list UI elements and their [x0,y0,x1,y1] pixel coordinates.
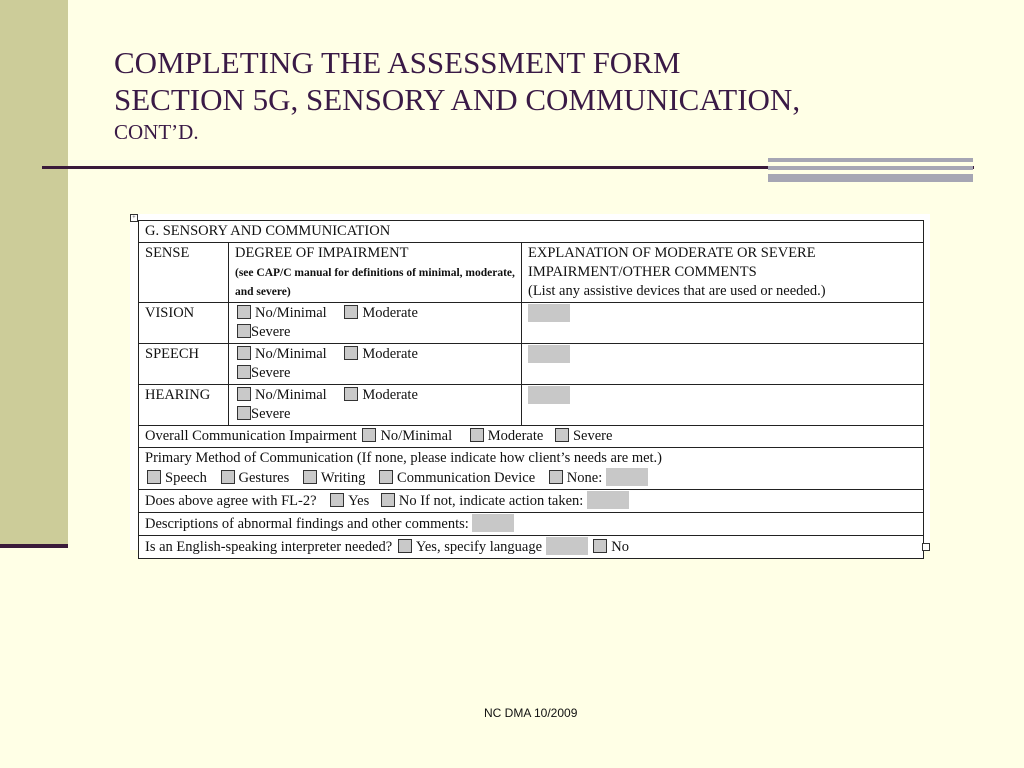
explanation-cell [522,344,924,385]
descriptions-cell [139,513,924,536]
header-row [139,243,924,303]
option-label: Severe [251,365,291,381]
overall-impairment-cell [139,426,924,448]
none-explanation-field[interactable] [606,468,648,486]
severe-checkbox[interactable] [237,324,251,338]
section-title-row [139,221,924,243]
yes-label: Yes [348,493,370,509]
explanation-field[interactable] [528,304,570,322]
title-accent-bars [768,158,973,180]
header-explanation-line-2: IMPAIRMENT/OTHER COMMENTS [528,264,757,280]
overall-impairment-label: Overall Communication Impairment [145,428,357,444]
severe-checkbox[interactable] [237,365,251,379]
option-label: Severe [251,406,291,422]
descriptions-row [139,513,924,536]
interpreter-cell [139,536,924,559]
fl2-yes-checkbox[interactable] [330,493,344,507]
method-label: Speech [165,470,207,486]
option-label: Severe [572,428,613,444]
sense-name: VISION [139,303,229,344]
sense-row-speech [139,344,924,385]
no-minimal-checkbox[interactable] [237,305,251,319]
degree-options [229,344,522,385]
option-label: No/Minimal [255,387,327,403]
option-label: Moderate [487,428,544,444]
gestures-checkbox[interactable] [221,470,235,484]
header-degree-label: DEGREE OF IMPAIRMENT [235,245,409,261]
title-line-2: SECTION 5G, SENSORY AND COMMUNICATION, [114,82,801,118]
option-label: Moderate [362,346,418,362]
form-image [130,214,930,555]
no-minimal-checkbox[interactable] [237,346,251,360]
sense-row-vision [139,303,924,344]
overall-impairment-row [139,426,924,448]
header-explanation-line-1: EXPLANATION OF MODERATE OR SEVERE [528,245,816,261]
header-explanation [522,243,924,303]
option-label: Moderate [362,387,418,403]
writing-checkbox[interactable] [303,470,317,484]
sense-row-hearing [139,385,924,426]
sense-name: SPEECH [139,344,229,385]
method-label: Communication Device [397,470,536,486]
header-degree [229,243,522,303]
table-resize-handle[interactable] [922,543,930,551]
interpreter-no-label: No [611,539,630,555]
interpreter-yes-label: Yes, specify language [415,539,543,555]
assessment-form-table [138,220,924,559]
none-checkbox[interactable] [549,470,563,484]
table-anchor-icon[interactable]: + [130,214,138,222]
no-minimal-checkbox[interactable] [237,387,251,401]
method-label: Gestures [238,470,290,486]
language-field[interactable] [546,537,588,555]
fl2-cell [139,490,924,513]
fl2-row [139,490,924,513]
header-sense: SENSE [139,243,229,303]
title-line-1: COMPLETING THE ASSESSMENT FORM [114,45,681,80]
descriptions-field[interactable] [472,514,514,532]
primary-method-cell [139,448,924,490]
option-label: No/Minimal [255,305,327,321]
header-degree-note: (see CAP/C manual for definitions of minimal, moderate, and severe) [235,267,515,298]
moderate-checkbox[interactable] [344,346,358,360]
sense-name: HEARING [139,385,229,426]
severe-checkbox[interactable] [237,406,251,420]
explanation-field[interactable] [528,345,570,363]
slide-footer: NC DMA 10/2009 [484,706,578,720]
header-explanation-line-3: (List any assistive devices that are used or needed.) [528,283,826,299]
moderate-checkbox[interactable] [344,305,358,319]
overall-no-minimal-checkbox[interactable] [362,428,376,442]
interpreter-row [139,536,924,559]
primary-method-row [139,448,924,490]
descriptions-label: Descriptions of abnormal findings and other comments: [145,516,469,532]
fl2-no-checkbox[interactable] [381,493,395,507]
left-side-bar-rule [0,544,68,548]
section-title: G. SENSORY AND COMMUNICATION [139,221,924,243]
option-label: No/Minimal [380,428,453,444]
option-label: Moderate [362,305,418,321]
moderate-checkbox[interactable] [344,387,358,401]
overall-severe-checkbox[interactable] [555,428,569,442]
method-label: None: [566,470,603,486]
option-label: No/Minimal [255,346,327,362]
overall-moderate-checkbox[interactable] [470,428,484,442]
fl2-action-field[interactable] [587,491,629,509]
degree-options [229,303,522,344]
no-label: No [398,493,417,509]
left-side-bar [0,0,68,544]
fl2-followup-label: If not, indicate action taken: [420,493,584,509]
explanation-field[interactable] [528,386,570,404]
interpreter-yes-checkbox[interactable] [398,539,412,553]
fl2-question: Does above agree with FL-2? [145,493,317,509]
method-label: Writing [320,470,366,486]
primary-method-label: Primary Method of Communication (If none, please indicate how client’s needs are met.) [145,450,663,466]
speech-checkbox[interactable] [147,470,161,484]
slide-title [114,44,800,146]
option-label: Severe [251,324,291,340]
title-line-3: CONT’D. [114,120,199,145]
interpreter-question: Is an English-speaking interpreter needed? [145,539,393,555]
communication-device-checkbox[interactable] [379,470,393,484]
degree-options [229,385,522,426]
explanation-cell [522,385,924,426]
explanation-cell [522,303,924,344]
interpreter-no-checkbox[interactable] [593,539,607,553]
